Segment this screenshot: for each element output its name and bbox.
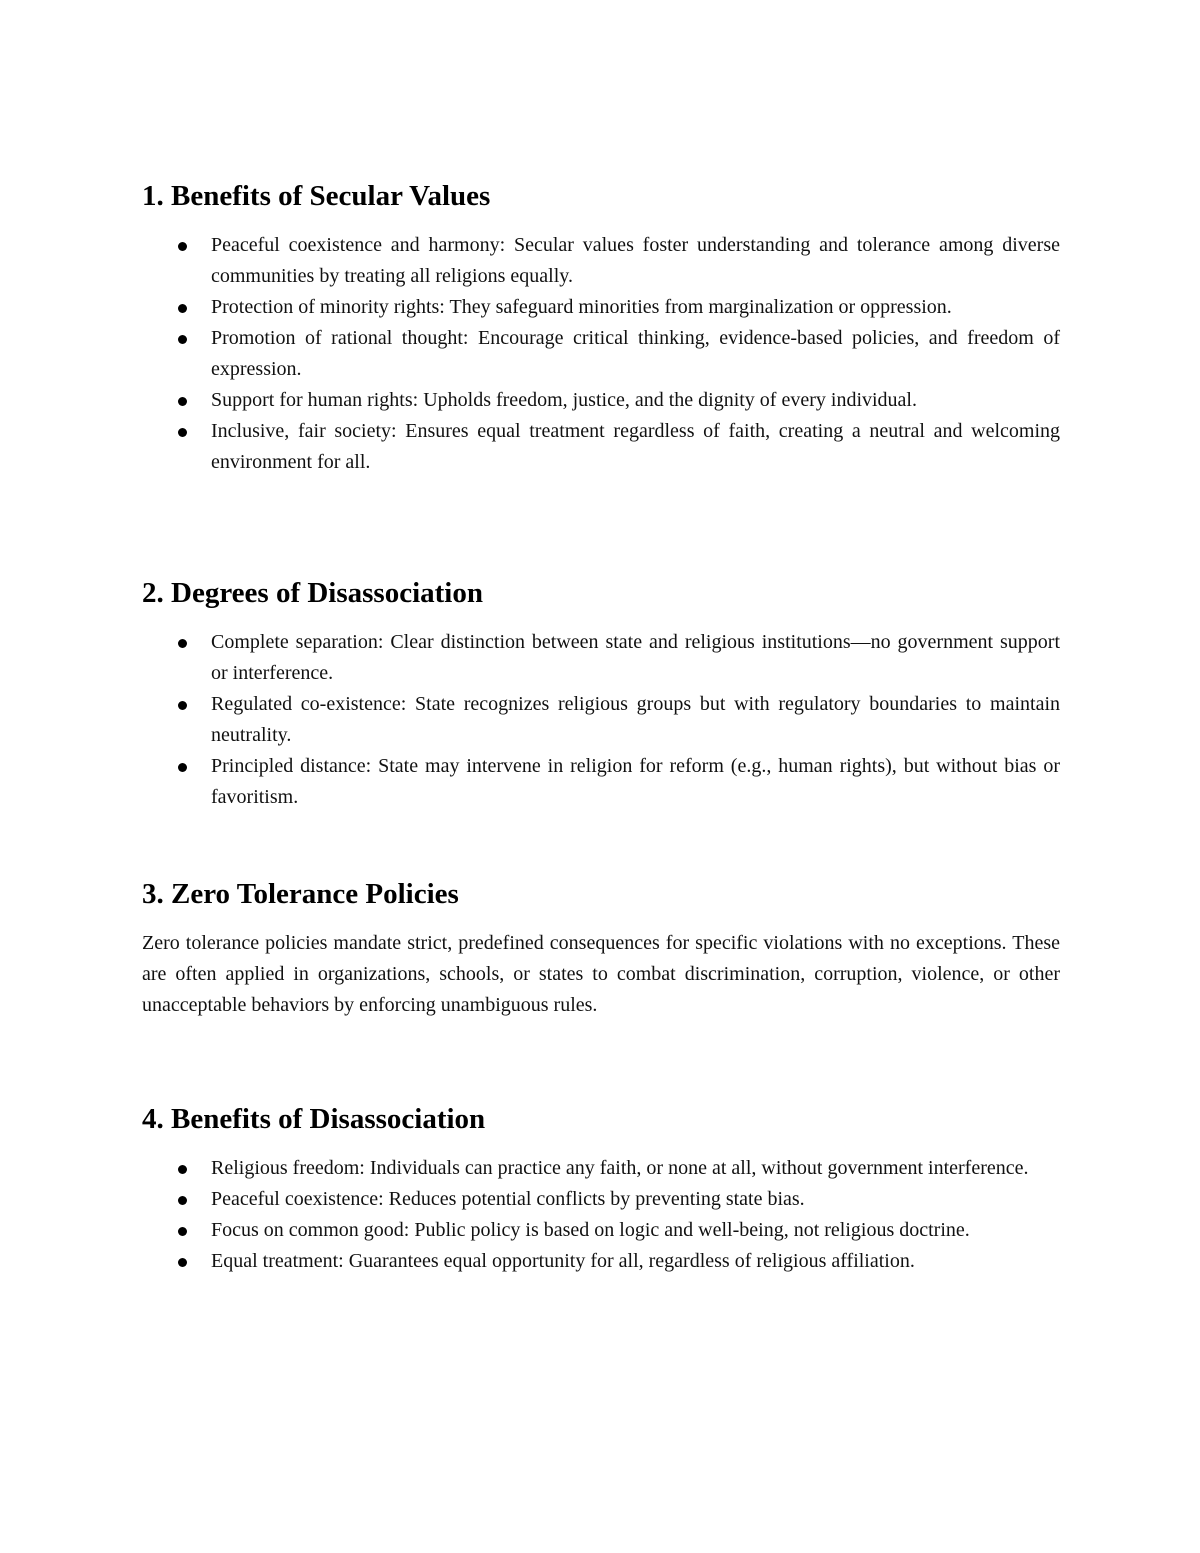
list-item-text: Promotion of rational thought: Encourage critical thinking, evidence-based policies, and freedom of expression.	[211, 327, 1060, 380]
section-benefits-of-disassociation	[142, 1099, 1060, 1277]
list-item-text: Equal treatment: Guarantees equal opportunity for all, regardless of religious affiliation.	[211, 1250, 915, 1272]
list-item	[142, 751, 1060, 813]
list-item-text: Regulated co-existence: State recognizes religious groups but with regulatory boundaries to maintain neutrality.	[211, 693, 1060, 746]
list-item	[142, 1184, 1060, 1215]
list-item	[142, 416, 1060, 478]
list-item-text: Peaceful coexistence and harmony: Secular values foster understanding and tolerance among diverse communities by treating all religions equally.	[211, 234, 1060, 287]
list-item-text: Peaceful coexistence: Reduces potential conflicts by preventing state bias.	[211, 1188, 805, 1210]
list-item	[142, 1153, 1060, 1184]
list-item-text: Support for human rights: Upholds freedom, justice, and the dignity of every individual.	[211, 389, 917, 411]
bullet-icon	[178, 335, 187, 344]
list-item	[142, 230, 1060, 292]
bullet-icon	[178, 639, 187, 648]
bullet-list	[142, 1153, 1060, 1277]
section-title: 1. Benefits of Secular Values	[142, 180, 491, 212]
section-title: 3. Zero Tolerance Policies	[142, 878, 459, 910]
list-item	[142, 292, 1060, 323]
bullet-icon	[178, 763, 187, 772]
section-paragraph: Zero tolerance policies mandate strict, predefined consequences for specific violations with no exceptions. These are often applied in organizations, schools, or states to combat discrimination, corruption, violence, or other unacceptable behaviors by enforcing unambiguous rules.	[142, 932, 1060, 1016]
section-benefits-of-secular-values	[142, 176, 1060, 478]
bullet-list	[142, 230, 1060, 478]
list-item	[142, 323, 1060, 385]
list-item-text: Religious freedom: Individuals can practice any faith, or none at all, without government interference.	[211, 1157, 1029, 1179]
bullet-icon	[178, 701, 187, 710]
section-title: 4. Benefits of Disassociation	[142, 1103, 486, 1135]
bullet-icon	[178, 1258, 187, 1267]
bullet-icon	[178, 428, 187, 437]
list-item-text: Inclusive, fair society: Ensures equal treatment regardless of faith, creating a neutral and welcoming environment for all.	[211, 420, 1060, 473]
section-degrees-of-disassociation	[142, 573, 1060, 813]
bullet-icon	[178, 304, 187, 313]
list-item	[142, 1246, 1060, 1277]
bullet-list	[142, 627, 1060, 813]
list-item	[142, 689, 1060, 751]
list-item-text: Focus on common good: Public policy is based on logic and well-being, not religious doctrine.	[211, 1219, 970, 1241]
bullet-icon	[178, 1196, 187, 1205]
section-zero-tolerance-policies	[142, 874, 1060, 1021]
list-item-text: Principled distance: State may intervene in religion for reform (e.g., human rights), but without bias or favoritism.	[211, 755, 1060, 808]
list-item	[142, 1215, 1060, 1246]
bullet-icon	[178, 242, 187, 251]
section-title: 2. Degrees of Disassociation	[142, 577, 483, 609]
bullet-icon	[178, 397, 187, 406]
list-item	[142, 627, 1060, 689]
list-item-text: Protection of minority rights: They safeguard minorities from marginalization or oppression.	[211, 296, 952, 318]
bullet-icon	[178, 1165, 187, 1174]
list-item-text: Complete separation: Clear distinction between state and religious institutions—no government support or interference.	[211, 631, 1060, 684]
list-item	[142, 385, 1060, 416]
bullet-icon	[178, 1227, 187, 1236]
